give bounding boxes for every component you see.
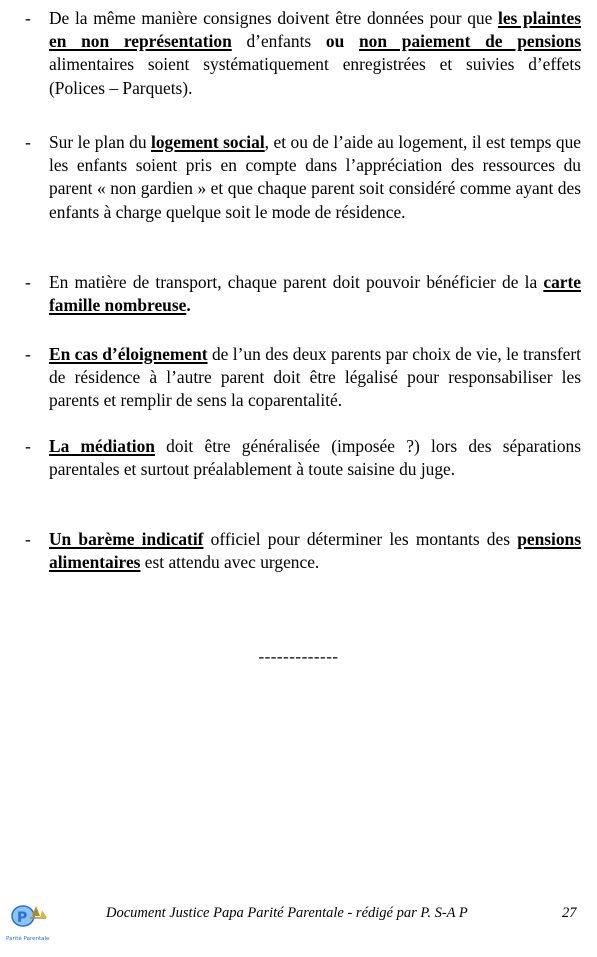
emphasized-term: logement social xyxy=(151,132,265,152)
bullet-dash: - xyxy=(25,436,31,456)
bullet-item xyxy=(25,271,581,317)
bullet-text xyxy=(49,528,581,574)
text-span: de l’un des deux parents par choix de vie, le transfert de résidence à l’autre parent doit être légalisé pour responsabiliser les parents et remplir de sens la coparentalité. xyxy=(49,344,581,411)
bullet-item xyxy=(25,528,581,574)
bullet-dash: - xyxy=(25,132,31,152)
emphasized-term: carte famille nombreuse xyxy=(49,272,581,316)
emphasized-term: non paiement de pensions xyxy=(359,31,581,52)
bullet-dash: - xyxy=(25,529,31,549)
text-span: d’enfants xyxy=(231,31,326,52)
bullet-text xyxy=(49,343,581,413)
bullet-dash: - xyxy=(25,272,31,292)
bullet-text xyxy=(49,7,581,100)
text-span: est attendu avec urgence. xyxy=(140,552,320,573)
text-span: En matière de transport, chaque parent doit pouvoir bénéficier de la xyxy=(49,272,544,292)
logo-text: Parité Parentale xyxy=(6,936,50,942)
text-span: Sur le plan du xyxy=(49,132,152,152)
bullet-item xyxy=(25,435,581,481)
text-span: De la même manière consignes doivent être données pour que xyxy=(49,8,498,28)
emphasized-term: les plaintes en non représentation xyxy=(49,8,581,52)
svg-text:P: P xyxy=(17,910,28,926)
emphasized-term: Un barème indicatif xyxy=(49,529,204,549)
bullet-text xyxy=(49,131,581,224)
text-span: doit être généralisée (imposée ?) lors des séparations parentales et surtout préalablement à toute saisine du juge. xyxy=(49,436,581,480)
page-number: 27 xyxy=(562,905,577,921)
bullet-dash: - xyxy=(25,344,31,364)
bullet-text xyxy=(49,271,581,317)
emphasized-term: En cas d’éloignement xyxy=(49,344,208,364)
bullet-item xyxy=(25,7,581,100)
parite-parentale-logo xyxy=(6,900,70,944)
emphasized-term: La médiation xyxy=(49,436,155,456)
emphasized-term: pensions alimentaires xyxy=(49,529,581,573)
footer-caption: Document Justice Papa Parité Parentale - rédigé par P. S-A P xyxy=(106,905,468,921)
bullet-item xyxy=(25,131,581,224)
text-span: officiel pour déterminer les montants des xyxy=(203,529,518,549)
bold-text: ou xyxy=(325,31,345,52)
bullet-item xyxy=(25,343,581,413)
text-span: , et ou de l’aide au logement, il est temps que les enfants soient pris en compte dans l’appréciation des ressources du parent « non gardien » et que chaque parent soit considéré comme ayant des enfants à charge quelque soit le mode de résidence. xyxy=(49,132,582,222)
section-separator: ------------- xyxy=(258,647,339,666)
text-span xyxy=(344,31,359,51)
bullet-text xyxy=(49,435,581,481)
text-span: alimentaires soient systématiquement enregistrées et suivies d’effets (Polices – Parquets). xyxy=(49,54,581,98)
bold-text: . xyxy=(186,295,191,316)
bullet-dash: - xyxy=(25,8,31,28)
